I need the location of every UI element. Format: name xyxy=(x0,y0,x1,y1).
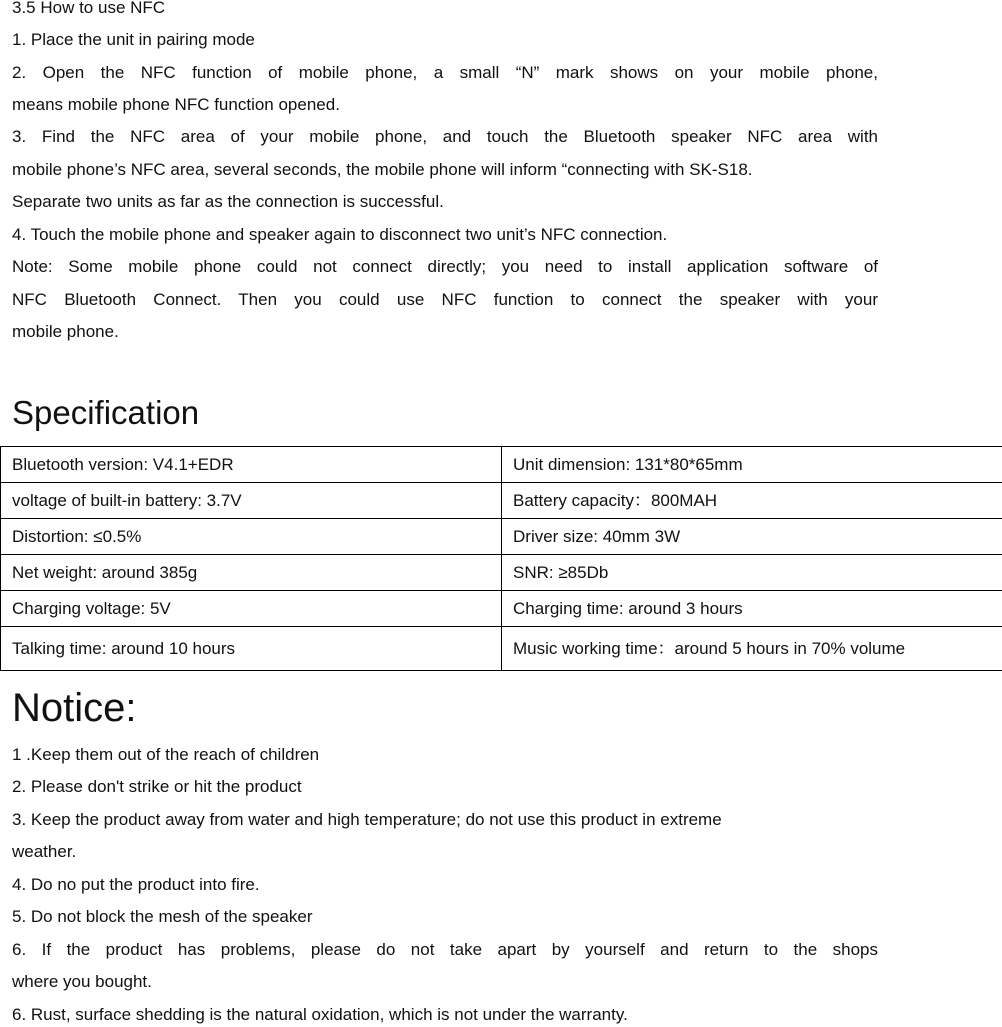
notice-item-6-line-1: 6. If the product has problems, please do not take apart by yourself and return to the shops xyxy=(12,940,878,959)
spec-cell-distortion: Distortion: ≤0.5% xyxy=(1,519,502,555)
spec-row xyxy=(1,447,1002,483)
notice-item-4: 4. Do no put the product into fire. xyxy=(12,875,260,894)
notice-item-2: 2. Please don't strike or hit the product xyxy=(12,777,302,796)
spec-cell-snr: SNR: ≥85Db xyxy=(502,555,1002,591)
specification-title: Specification xyxy=(12,394,200,431)
spec-cell-unit-dimension: Unit dimension: 131*80*65mm xyxy=(502,447,1002,483)
specification-table xyxy=(0,446,1002,671)
nfc-step-1: 1. Place the unit in pairing mode xyxy=(12,30,255,49)
notice-item-3-line-2: weather. xyxy=(12,842,77,861)
spec-row xyxy=(1,627,1002,671)
nfc-note-line-2: NFC Bluetooth Connect. Then you could use NFC function to connect the speaker with your xyxy=(12,290,878,309)
nfc-section-heading: 3.5 How to use NFC xyxy=(12,0,166,17)
spec-cell-charging-time: Charging time: around 3 hours xyxy=(502,591,1002,627)
nfc-step-2-line-2: means mobile phone NFC function opened. xyxy=(12,95,340,114)
spec-cell-battery-voltage: voltage of built-in battery: 3.7V xyxy=(1,483,502,519)
spec-cell-driver-size: Driver size: 40mm 3W xyxy=(502,519,1002,555)
spec-cell-music-working-time: Music working time：around 5 hours in 70% volume xyxy=(502,627,1002,671)
spec-row xyxy=(1,519,1002,555)
spec-cell-battery-capacity: Battery capacity：800MAH xyxy=(502,483,1002,519)
spec-cell-talking-time: Talking time: around 10 hours xyxy=(1,627,502,671)
notice-item-3-line-1: 3. Keep the product away from water and high temperature; do not use this product in extreme xyxy=(12,810,722,829)
nfc-step-3-line-2: mobile phone’s NFC area, several seconds, the mobile phone will inform “connecting with SK-S18. xyxy=(12,160,753,179)
nfc-step-2-line-1: 2. Open the NFC function of mobile phone, a small “N” mark shows on your mobile phone, xyxy=(12,63,878,82)
notice-item-7: 6. Rust, surface shedding is the natural oxidation, which is not under the warranty. xyxy=(12,1005,628,1024)
spec-cell-net-weight: Net weight: around 385g xyxy=(1,555,502,591)
nfc-step-3-line-3: Separate two units as far as the connection is successful. xyxy=(12,192,444,211)
nfc-step-4: 4. Touch the mobile phone and speaker again to disconnect two unit’s NFC connection. xyxy=(12,225,668,244)
notice-item-1: 1 .Keep them out of the reach of children xyxy=(12,745,320,764)
notice-item-5: 5. Do not block the mesh of the speaker xyxy=(12,907,313,926)
spec-row xyxy=(1,591,1002,627)
spec-cell-charging-voltage: Charging voltage: 5V xyxy=(1,591,502,627)
nfc-note-line-3: mobile phone. xyxy=(12,322,119,341)
spec-row xyxy=(1,483,1002,519)
nfc-step-3-line-1: 3. Find the NFC area of your mobile phone, and touch the Bluetooth speaker NFC area with xyxy=(12,127,878,146)
spec-cell-bluetooth-version: Bluetooth version: V4.1+EDR xyxy=(1,447,502,483)
nfc-note-line-1: Note: Some mobile phone could not connect directly; you need to install application software of xyxy=(12,257,878,276)
notice-title: Notice: xyxy=(12,686,137,730)
spec-row xyxy=(1,555,1002,591)
notice-item-6-line-2: where you bought. xyxy=(12,972,152,991)
